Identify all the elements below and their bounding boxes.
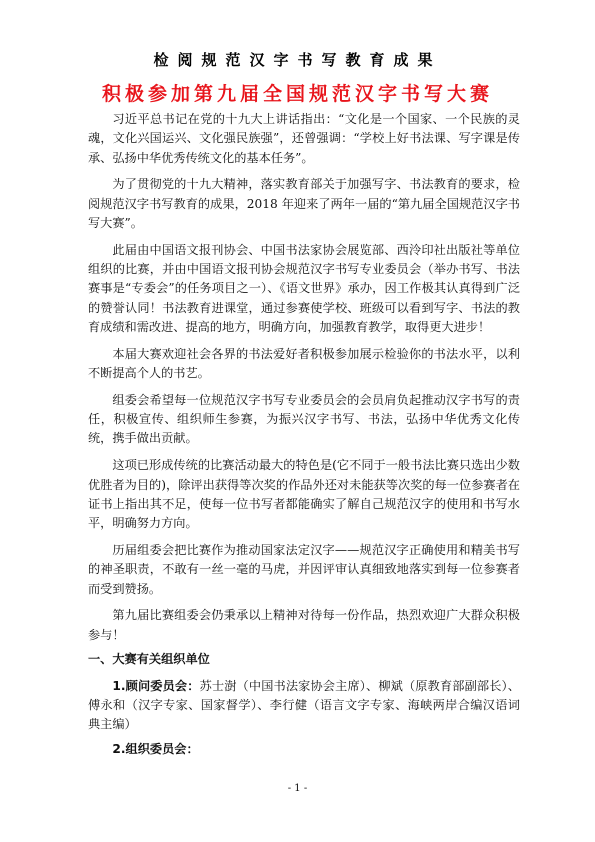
list-item-organizing	[88, 740, 520, 759]
paragraph-duty: 历届组委会把比赛作为推动国家法定汉字——规范汉字正确使用和精美书写的神圣职责，不敢有一丝一毫的马虎，并因评审认真细致地落实到每一位参赛者而受到赞扬。	[88, 542, 520, 596]
paragraph-feature: 这项已形成传统的比赛活动最大的特色是(它不同于一般书法比赛只选出少数优胜者为目的)，除评出获得等次奖的作品外还对未能获等次奖的每一位参赛者在证书上指出其不足，使每一位书写者都能确实了解自己规范汉字的使用和书写水平，明确努力方向。	[88, 458, 520, 531]
paragraph-quote: 习近平总书记在党的十九大上讲话指出：“文化是一个国家、一个民族的灵魂，文化兴国运兴、文化强民族强”，还曾强调：“学校上好书法课、写字课是传承、弘扬中华优秀传统文化的基本任务”。	[88, 112, 520, 165]
document-body	[88, 110, 520, 766]
paragraph-welcome: 本届大赛欢迎社会各界的书法爱好者积极参加展示检验你的书法水平，以利不断提高个人的书艺。	[88, 346, 520, 381]
paragraph-organizers: 此届由中国语文报刊协会、中国书法家协会展览部、西泠印社出版社等单位组织的比赛，并由中国语文报刊协会规范汉字书写专业委员会（举办书写、书法赛事是“专委会”的任务项目之一）、《语文世界》承办，因工作极其认真得到广泛的赞誉认同！书法教育进课堂，通过参赛使学校、班级可以看到写字、书法的教育成绩和需改进、提高的地方，明确方向，加强教育教学，取得更大进步！	[88, 242, 520, 334]
organizing-label: 2.组织委员会：	[112, 741, 199, 756]
advisory-label: 1.顾问委员会：	[112, 678, 200, 693]
section-heading: 一、大赛有关组织单位	[88, 651, 210, 666]
list-item-advisory	[88, 677, 520, 735]
document-title: 检阅规范汉字书写教育成果	[153, 51, 442, 69]
page-number: - 1 -	[287, 783, 308, 794]
document-subtitle: 积极参加第九届全国规范汉字书写大赛	[101, 83, 493, 105]
paragraph-purpose: 为了贯彻党的十九大精神，落实教育部关于加强写字、书法教育的要求，检阅规范汉字书写教育的成果，2018 年迎来了两年一届的“第九届全国规范汉字书写大赛”。	[88, 177, 520, 230]
paragraph-hope: 组委会希望每一位规范汉字书写专业委员会的会员肩负起推动汉字书写的责任，积极宣传、组织师生参赛，为振兴汉字书写、书法，弘扬中华优秀文化传统，携手做出贡献。	[88, 392, 520, 446]
paragraph-invitation: 第九届比赛组委会仍秉承以上精神对待每一份作品，热烈欢迎广大群众积极参与！	[88, 608, 520, 642]
advisory-members: 苏士澍（中国书法家协会主席）、柳斌（原教育部副部长）、傅永和（汉字专家、国家督学）、李行健（语言文字专家、海峡两岸合编汉语词典主编）	[88, 678, 520, 732]
